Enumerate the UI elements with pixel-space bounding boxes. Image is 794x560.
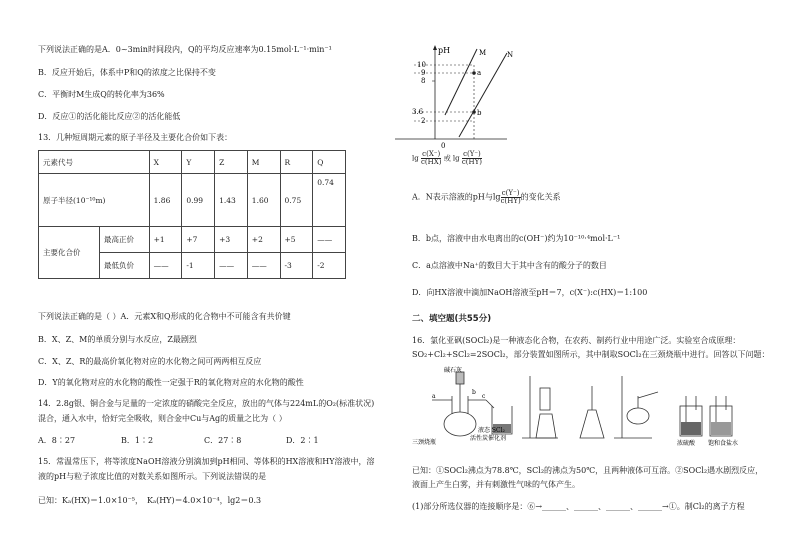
table-header-cell: X <box>149 151 182 174</box>
q15-stem-line2: 液的pH与粒子浓度比值的对数关系如图所示。下列说法错误的是 <box>38 472 267 481</box>
q14-option-c: C．27∶8 <box>204 436 242 445</box>
y-tick: 10 <box>417 61 426 69</box>
x-f1-num: c(X⁻) <box>422 150 441 158</box>
apparatus-diagram <box>412 366 782 446</box>
table-row <box>39 227 346 253</box>
known-line1: 已知：①SOCl₂沸点为78.8℃，SCl₂的沸点为50℃，且两种液体可互溶。②SOCl₂遇水剧烈反应， <box>412 466 764 475</box>
ka-hx: Kₐ(HX)＝1.0×10⁻⁵， <box>62 496 144 505</box>
q13-option-a: 下列说法正确的是（ ）A．元素X和Q形成的化合物中不可能含有共价键 <box>38 312 291 321</box>
q15-a-pre: A．N表示溶液的pH与lg <box>412 192 501 202</box>
table-cell: 1.86 <box>149 174 182 227</box>
table-cell: 主要化合价 <box>39 227 100 279</box>
table-cell: 1.60 <box>247 174 280 227</box>
q12-option-b: B．反应开始后，体系中P和Q的浓度之比保持不变 <box>38 68 216 77</box>
table-cell: +3 <box>215 227 248 253</box>
line-m-label: M <box>479 49 487 57</box>
mark-b: b <box>472 389 476 396</box>
point-a-label: a <box>477 69 482 77</box>
section-heading: 二、填空题(共55分) <box>412 314 492 324</box>
q15-a-fraction <box>501 190 521 205</box>
q16-stem-line2: SO₂+Cl₂+SCl₂=2SOCl₂，部分装置如图所示，其中制取SOCl₂在三颈烧瓶中进行。回答以下问题： <box>412 350 770 359</box>
q14-option-b: B．1∶2 <box>121 436 154 445</box>
origin-label: 0 <box>441 142 446 150</box>
q16-part1: (1)部分所选仪器的连接顺序是：⑥→______、______、______、______→①。制Cl₂的离子方程 <box>412 502 745 511</box>
y-tick: 9 <box>421 69 426 77</box>
x-fraction-hx <box>421 151 441 166</box>
point-b-label: b <box>477 109 482 117</box>
q14-stem-line2: 混合，通入水中，恰好完全吸收，则合金中Cu与Ag的质量之比为（ ） <box>38 414 287 423</box>
q13-option-d: D．Y的氧化物对应的水化物的酸性一定强于R的氧化物对应的水化物的酸性 <box>38 378 304 387</box>
q14-option-d: D．2∶1 <box>286 436 319 445</box>
ka-hy: Kₐ(HY)＝4.0×10⁻⁴，lg2＝0.3 <box>147 496 262 505</box>
table-header-cell: M <box>247 151 280 174</box>
q12-option-d: D．反应①的活化能比反应②的活化能低 <box>38 112 181 121</box>
table-cell: —— <box>247 253 280 279</box>
q16-stem-line1: 16．氯化亚砜(SOCl₂)是一种液态化合物，在农药、制药行业中用途广泛。实验室合成原理： <box>412 336 741 345</box>
q15-option-b: B．b点，溶液中由水电离出的c(OH⁻)约为10⁻¹⁰·⁴mol·L⁻¹ <box>412 234 621 243</box>
point-b <box>472 110 476 114</box>
q15-option-c: C．a点溶液中Na⁺的数目大于其中含有的酸分子的数目 <box>412 261 607 270</box>
soda-lime-label: 碱石灰 <box>444 367 463 374</box>
q14-stem-line1: 14．2.8g银、铜合金与足量的一定浓度的硝酸完全反应，放出的气体与224mL的O₂(标准状况) <box>38 399 375 408</box>
x-f2-num: c(Y⁻) <box>463 150 481 158</box>
q14-option-a: A．8∶27 <box>38 436 76 445</box>
table-header-cell: Y <box>182 151 215 174</box>
table-row <box>39 151 346 174</box>
table-cell: -1 <box>182 253 215 279</box>
table-cell: +5 <box>280 227 313 253</box>
element-table <box>38 150 346 279</box>
y-tick: 3.6 <box>412 108 424 116</box>
table-row <box>39 174 346 227</box>
point-a <box>472 71 476 75</box>
catalyst-label-2: 活性炭催化剂 <box>470 435 507 442</box>
table-header-cell: Q <box>313 151 346 174</box>
line-n <box>459 53 507 137</box>
mark-c: c <box>482 393 486 400</box>
q12-option-c: C．平衡时M生成Q的转化率为36% <box>38 90 165 99</box>
table-cell: —— <box>313 227 346 253</box>
catalyst-label-1: 液态 SCl₂ <box>478 427 505 434</box>
q15-known-prefix: 已知： <box>38 496 62 505</box>
table-cell: —— <box>215 253 248 279</box>
table-cell: 1.43 <box>215 174 248 227</box>
line-n-label: N <box>507 51 514 59</box>
table-cell: -3 <box>280 253 313 279</box>
q15-option-a <box>412 190 561 205</box>
brine-label: 饱和食盐水 <box>708 440 739 447</box>
ph-graph <box>395 45 545 160</box>
y-tick: 2 <box>421 117 426 125</box>
table-cell: 0.99 <box>182 174 215 227</box>
table-header-cell: R <box>280 151 313 174</box>
table-cell: 最低负价 <box>100 253 150 279</box>
q12-option-a: 下列说法正确的是A．0~3min时间段内，Q的平均反应速率为0.15mol·L⁻¹·min⁻¹ <box>38 45 332 54</box>
table-cell: —— <box>149 253 182 279</box>
x-lg-2: lg <box>452 154 460 163</box>
known-line2: 液面上产生白雾，并有刺激性气味的气体产生。 <box>412 480 580 489</box>
q15-stem-line1: 15．常温常压下，将等浓度NaOH溶液分别滴加到pH相同、等体积的HX溶液和HY溶液中，溶 <box>38 457 375 466</box>
table-header-cell: Z <box>215 151 248 174</box>
q15-option-d: D．向HX溶液中滴加NaOH溶液至pH＝7，c(X⁻):c(HX)＝1:100 <box>412 288 648 297</box>
x-f2-den: c(HY) <box>461 158 482 166</box>
q15-known <box>38 496 261 506</box>
x-lg-1: lg <box>412 154 419 163</box>
x-fraction-hy <box>462 151 482 166</box>
table-cell: 原子半径(10⁻¹⁰m) <box>39 174 150 227</box>
table-cell: +2 <box>247 227 280 253</box>
q13-option-b: B．X、Z、M的单质分别与水反应，Z最剧烈 <box>38 335 197 344</box>
table-cell: -2 <box>313 253 346 279</box>
q15-a-den: c(HY) <box>500 197 521 205</box>
q15-a-post: 的变化关系 <box>520 192 561 202</box>
x-f1-den: c(HX) <box>420 158 442 166</box>
y-axis-label: pH <box>438 46 451 55</box>
x-or: 或 <box>443 154 451 163</box>
table-header-cell: 元素代号 <box>39 151 150 174</box>
mark-a: a <box>432 393 436 400</box>
table-cell: +1 <box>149 227 182 253</box>
table-cell: 最高正价 <box>100 227 150 253</box>
q13-option-c: C．X、Z、R的最高价氧化物对应的水化物之间可两两相互反应 <box>38 357 262 366</box>
flask-label: 三颈烧瓶 <box>412 439 437 446</box>
table-cell: 0.75 <box>280 174 313 227</box>
line-m <box>445 49 477 115</box>
conc-acid-label: 浓硫酸 <box>677 440 696 447</box>
x-axis-label <box>412 151 482 166</box>
q13-stem: 13．几种短周期元素的原子半径及主要化合价如下表： <box>38 133 233 142</box>
y-tick: 8 <box>421 77 426 85</box>
table-cell: 0.74 <box>313 174 346 227</box>
table-cell: +7 <box>182 227 215 253</box>
q15-a-num: c(Y⁻) <box>501 189 520 197</box>
